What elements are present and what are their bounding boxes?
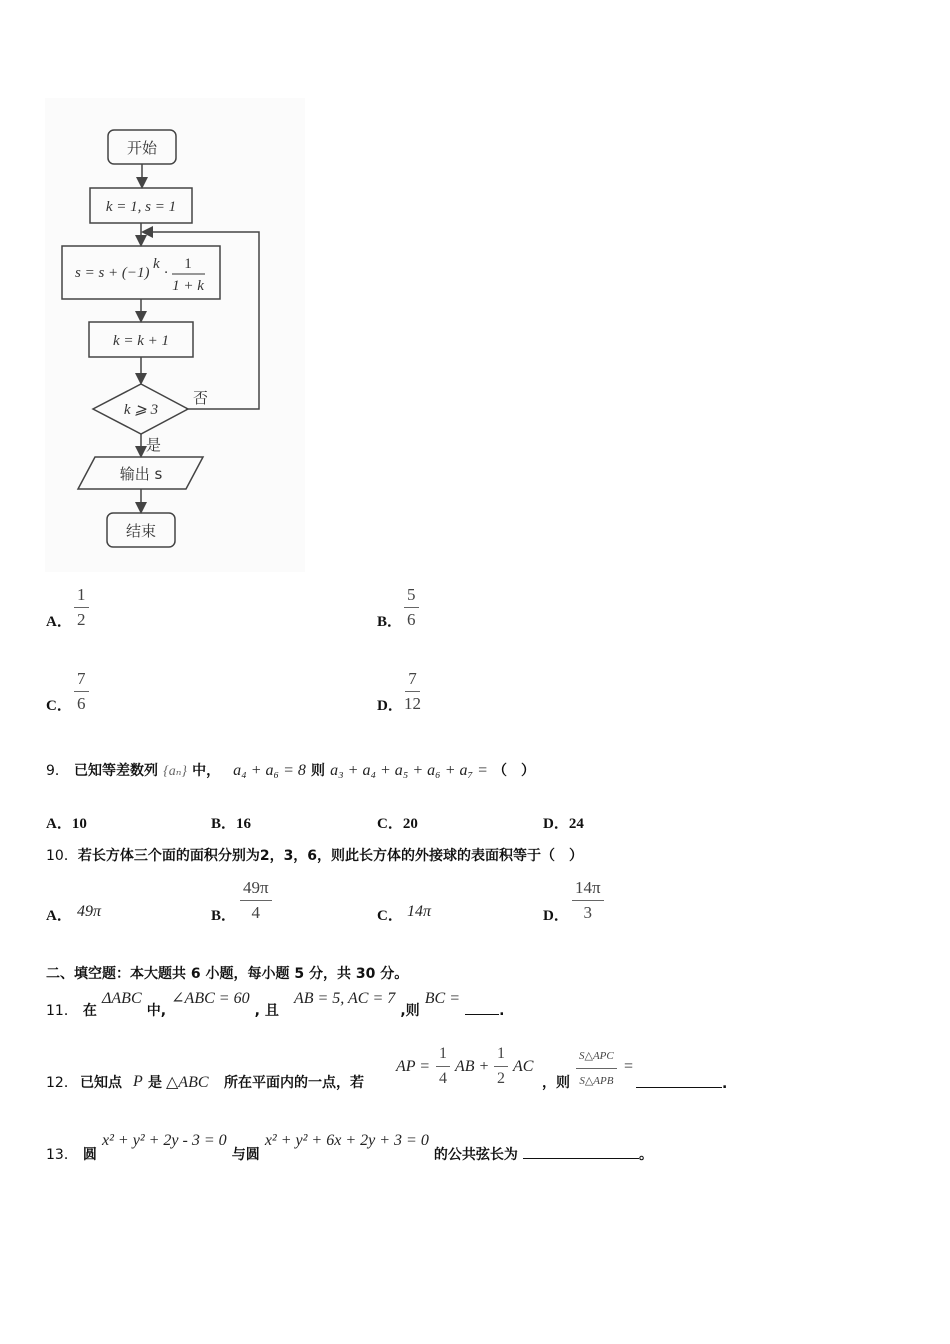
q8-option-d-fraction bbox=[404, 669, 421, 714]
q8-option-d-den: 12 bbox=[404, 694, 421, 713]
end-label: 结束 bbox=[125, 522, 157, 540]
q10-option-a-letter: A． bbox=[46, 908, 72, 924]
q9-number: 9． bbox=[46, 763, 69, 779]
q8-option-b-den: 6 bbox=[407, 610, 416, 629]
section2-title: 二、填空题：本大题共 6 小题，每小题 5 分，共 30 分。 bbox=[46, 966, 409, 982]
output-label: 输出 s bbox=[119, 465, 163, 483]
q9-option-d-letter: D． bbox=[543, 816, 569, 832]
flowchart-figure bbox=[45, 98, 305, 572]
q8-option-c-num: 7 bbox=[74, 669, 89, 692]
q12-math1: P bbox=[133, 1073, 143, 1090]
q12-area-ratio-den: S△APB bbox=[579, 1075, 614, 1087]
q13-text2: 与圆 bbox=[231, 1147, 260, 1163]
q8-option-b-num: 5 bbox=[404, 585, 419, 608]
q8-option-d-num: 7 bbox=[405, 669, 420, 692]
q13-end: 。 bbox=[639, 1147, 653, 1163]
q10-option-b-num: 49π bbox=[240, 878, 272, 901]
q10-option-c-value: 14π bbox=[407, 903, 432, 920]
q9-option-b-value: 16 bbox=[236, 816, 252, 832]
q11-text4: ,则 bbox=[400, 1003, 420, 1019]
q9-option-b bbox=[211, 812, 251, 833]
q11-stem bbox=[46, 988, 505, 1019]
q12-math3b: AB + bbox=[455, 1058, 490, 1075]
q12-area-ratio bbox=[576, 1046, 617, 1091]
q8-option-c-den: 6 bbox=[77, 694, 86, 713]
q12-text3: 所在平面内的一点，若 bbox=[224, 1075, 364, 1091]
start-label: 开始 bbox=[126, 139, 158, 157]
q10-option-d-num: 14π bbox=[572, 878, 604, 901]
q12-equals: = bbox=[624, 1058, 634, 1075]
q9-text2: 中， bbox=[192, 763, 221, 779]
q13-text1: 圆 bbox=[82, 1147, 97, 1163]
q11-text3: , 且 bbox=[254, 1003, 279, 1019]
q9-sequence: {aₙ} bbox=[163, 764, 187, 779]
q11-math2: ∠ABC = 60 bbox=[171, 990, 250, 1007]
q8-option-b-letter: B． bbox=[377, 614, 403, 630]
q13-circle2-equation: x² + y² + 6x + 2y + 3 = 0 bbox=[264, 1132, 429, 1149]
q12-answer-blank[interactable] bbox=[636, 1072, 722, 1088]
q12-text1: 已知点 bbox=[80, 1075, 122, 1091]
q12-fraction1 bbox=[436, 1044, 450, 1089]
update-s-num: 1 bbox=[184, 256, 192, 272]
q9-option-a-value: 10 bbox=[71, 816, 87, 832]
q9-text1: 已知等差数列 bbox=[74, 763, 159, 779]
update-k-label: k = k + 1 bbox=[112, 333, 170, 349]
q12-fraction2 bbox=[494, 1044, 508, 1089]
init-label: k = 1, s = 1 bbox=[105, 199, 177, 215]
q13-circle1-equation: x² + y² + 2y - 3 = 0 bbox=[102, 1132, 227, 1149]
q9-option-c-letter: C． bbox=[377, 816, 403, 832]
q8-option-a-num: 1 bbox=[74, 585, 89, 608]
q10-option-b-den: 4 bbox=[251, 903, 261, 922]
q9-option-d-value: 24 bbox=[568, 816, 584, 832]
q11-text2: 中, bbox=[146, 1003, 167, 1019]
q10-option-b-letter: B． bbox=[211, 908, 237, 924]
q11-number: 11． bbox=[46, 1003, 78, 1019]
q8-option-c-letter: C． bbox=[46, 698, 72, 714]
q11-math3: AB = 5, AC = 7 bbox=[293, 990, 396, 1007]
q8-option-a-letter: A． bbox=[46, 614, 72, 630]
q8-option-a-fraction bbox=[74, 585, 89, 630]
q9-option-b-letter: B． bbox=[211, 816, 237, 832]
q13-answer-blank[interactable] bbox=[523, 1144, 639, 1159]
q12-number: 12． bbox=[46, 1075, 78, 1091]
loop-back-arrow bbox=[144, 232, 259, 409]
q13-number: 13． bbox=[46, 1147, 78, 1163]
q10-text: 若长方体三个面的面积分别为2，3，6，则此长方体的外接球的表面积等于（ ） bbox=[77, 848, 584, 864]
q12-fraction1-num: 1 bbox=[436, 1044, 450, 1067]
q10-option-a-value: 49π bbox=[77, 903, 102, 920]
q9-option-a bbox=[46, 812, 87, 833]
yes-label: 是 bbox=[146, 436, 162, 454]
q11-text1: 在 bbox=[82, 1003, 97, 1019]
q9-paren: （ ） bbox=[492, 763, 535, 779]
q12-area-ratio-num: S△APC bbox=[576, 1046, 617, 1069]
q9-condition: a₄ + a₆ = 8 bbox=[233, 762, 306, 779]
q12-math3c: AC bbox=[513, 1058, 534, 1075]
no-label: 否 bbox=[193, 389, 209, 407]
q12-text2: 是 bbox=[148, 1075, 162, 1091]
q9-option-a-letter: A． bbox=[46, 816, 72, 832]
q10-option-d-fraction bbox=[572, 878, 604, 923]
update-s-dot: · bbox=[164, 265, 168, 281]
q11-math1: ΔABC bbox=[102, 990, 142, 1007]
q8-option-a-den: 2 bbox=[77, 610, 86, 629]
q12-math3a: AP = bbox=[396, 1058, 431, 1075]
q10-option-d-den: 3 bbox=[583, 903, 593, 922]
update-s-left: s = s + (−1) bbox=[75, 265, 150, 281]
update-s-exponent: k bbox=[153, 256, 160, 272]
q9-option-c bbox=[377, 812, 418, 833]
q9-option-d bbox=[543, 812, 584, 833]
q12-text4: ，则 bbox=[542, 1075, 570, 1091]
q8-option-b-fraction bbox=[404, 585, 419, 630]
q12-fraction1-den: 4 bbox=[439, 1070, 447, 1087]
q13-text3: 的公共弦长为 bbox=[433, 1147, 518, 1163]
q8-option-d-letter: D． bbox=[377, 698, 403, 714]
q12-fraction2-den: 2 bbox=[497, 1070, 505, 1087]
q9-expression: a₃ + a₄ + a₅ + a₆ + a₇ = bbox=[330, 762, 488, 779]
q11-math4: BC = bbox=[424, 990, 461, 1007]
update-s-den: 1 + k bbox=[172, 278, 204, 294]
q12-fraction2-num: 1 bbox=[494, 1044, 508, 1067]
q11-end: . bbox=[499, 1003, 505, 1019]
flowchart-svg bbox=[45, 98, 305, 572]
q11-answer-blank[interactable] bbox=[465, 1014, 499, 1015]
q12-math2: △ABC bbox=[166, 1074, 209, 1091]
q10-number: 10． bbox=[46, 848, 78, 864]
q9-option-c-value: 20 bbox=[402, 816, 418, 832]
q13-stem bbox=[46, 1130, 653, 1163]
q9-stem bbox=[46, 760, 535, 780]
q10-stem bbox=[46, 845, 583, 865]
condition-label: k ⩾ 3 bbox=[123, 402, 159, 418]
q10-option-b-fraction bbox=[240, 878, 272, 923]
q10-option-c-letter: C． bbox=[377, 908, 403, 924]
q8-option-c-fraction bbox=[74, 669, 89, 714]
q10-option-d-letter: D． bbox=[543, 908, 569, 924]
q12-answer bbox=[636, 1072, 727, 1092]
q9-text3: 则 bbox=[310, 763, 325, 779]
q12-end: . bbox=[722, 1076, 728, 1092]
